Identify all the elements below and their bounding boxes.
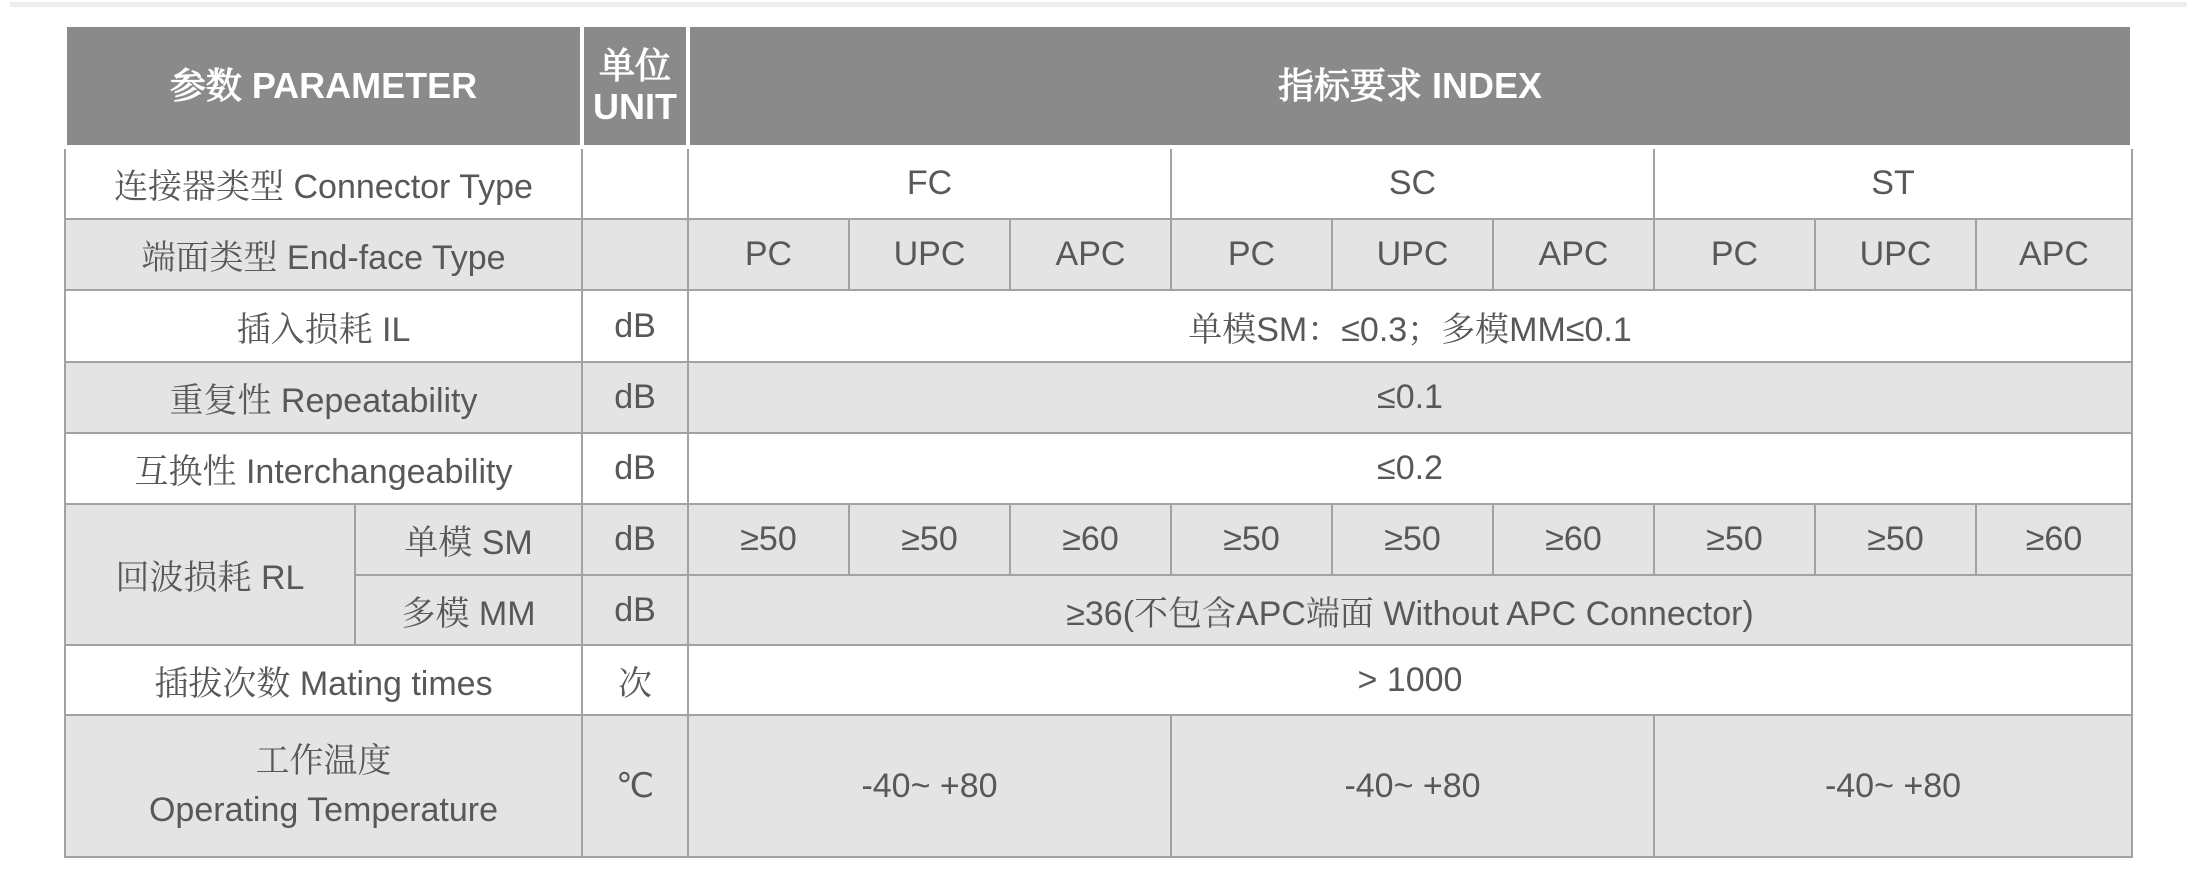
row-return-loss-mm [65,575,2132,645]
operating-temperature-label-en: Operating Temperature [148,791,498,829]
rl-sm-cell: ≥50 [1815,504,1976,575]
interchangeability-unit: dB [582,433,688,504]
insertion-loss-value: 单模SM：≤0.3；多模MM≤0.1 [688,290,2132,362]
row-insertion-loss [65,290,2132,362]
insertion-loss-unit: dB [582,290,688,362]
header-index: 指标要求 INDEX [688,25,2132,147]
repeatability-value: ≤0.1 [688,362,2132,433]
rl-sm-cell: ≥60 [1493,504,1654,575]
mating-times-label: 插拔次数 Mating times [65,645,582,715]
endface-cell: PC [1171,219,1332,290]
rl-sm-cell: ≥60 [1010,504,1171,575]
header-unit-line1: 单位 [598,44,671,86]
operating-temperature-label-cn: 工作温度 [255,741,392,780]
return-loss-mm-label: 多模 MM [355,575,582,645]
header-parameter: 参数 PARAMETER [65,25,582,147]
rl-sm-cell: ≥50 [1654,504,1815,575]
header-unit-line2: UNIT [593,86,677,127]
rl-sm-cell: ≥50 [1171,504,1332,575]
row-endface-type [65,219,2132,290]
interchangeability-value: ≤0.2 [688,433,2132,504]
endface-cell: UPC [1815,219,1976,290]
insertion-loss-label: 插入损耗 IL [65,290,582,362]
temperature-range-sc: -40~ +80 [1171,715,1654,857]
endface-type-label: 端面类型 End-face Type [65,219,582,290]
repeatability-unit: dB [582,362,688,433]
row-interchangeability [65,433,2132,504]
connector-group-st: ST [1654,147,2132,219]
connector-spec-table [63,23,2134,858]
return-loss-sm-label: 单模 SM [355,504,582,575]
top-divider-line [10,2,2187,7]
return-loss-sm-unit: dB [582,504,688,575]
return-loss-label: 回波损耗 RL [65,504,355,645]
connector-type-unit [582,147,688,219]
endface-type-unit [582,219,688,290]
connector-type-label: 连接器类型 Connector Type [65,147,582,219]
endface-cell: PC [1654,219,1815,290]
operating-temperature-unit: ℃ [582,715,688,857]
row-connector-type [65,147,2132,219]
row-return-loss-sm [65,504,2132,575]
header-unit [582,25,688,147]
mating-times-value: > 1000 [688,645,2132,715]
return-loss-mm-value: ≥36(不包含APC端面 Without APC Connector) [688,575,2132,645]
endface-cell: APC [1010,219,1171,290]
mating-times-unit: 次 [582,645,688,715]
endface-cell: APC [1976,219,2132,290]
table-header-row [65,25,2132,147]
rl-sm-cell: ≥50 [1332,504,1493,575]
rl-sm-cell: ≥50 [688,504,849,575]
row-operating-temperature [65,715,2132,857]
operating-temperature-label [65,715,582,857]
endface-cell: APC [1493,219,1654,290]
interchangeability-label: 互换性 Interchangeability [65,433,582,504]
endface-cell: UPC [1332,219,1493,290]
repeatability-label: 重复性 Repeatability [65,362,582,433]
connector-group-fc: FC [688,147,1171,219]
rl-sm-cell: ≥50 [849,504,1010,575]
endface-cell: PC [688,219,849,290]
row-mating-times [65,645,2132,715]
rl-sm-cell: ≥60 [1976,504,2132,575]
return-loss-mm-unit: dB [582,575,688,645]
temperature-range-st: -40~ +80 [1654,715,2132,857]
connector-group-sc: SC [1171,147,1654,219]
row-repeatability [65,362,2132,433]
temperature-range-fc: -40~ +80 [688,715,1171,857]
endface-cell: UPC [849,219,1010,290]
